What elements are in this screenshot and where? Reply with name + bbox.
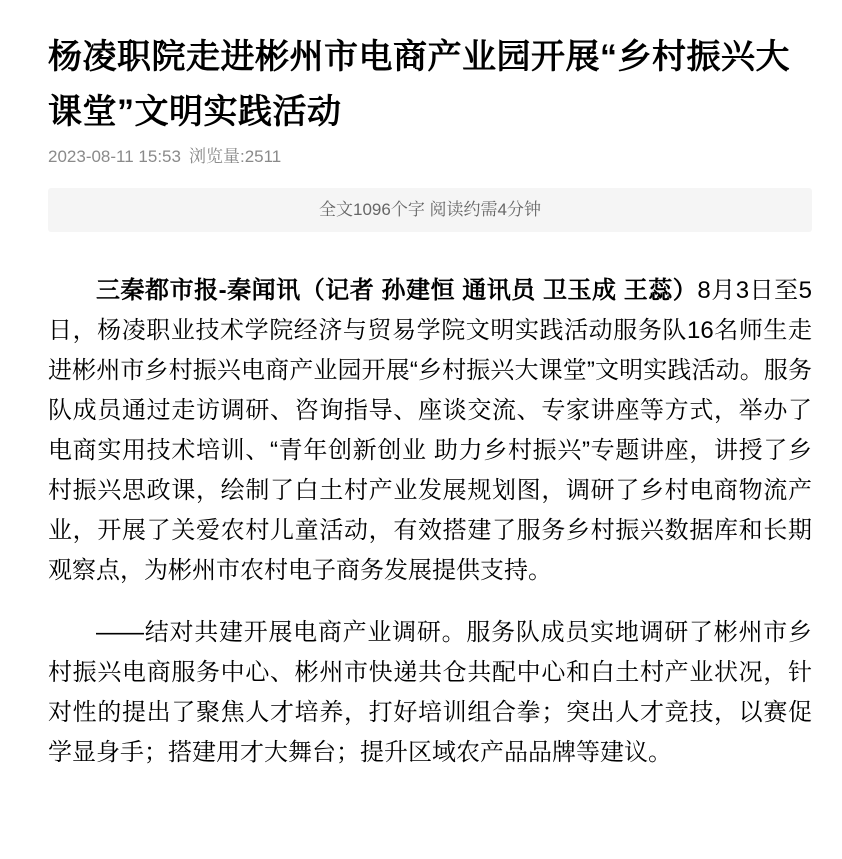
article-body bbox=[48, 271, 812, 773]
paragraph bbox=[48, 271, 812, 591]
article-meta bbox=[48, 148, 812, 165]
paragraph-lead: 三秦都市报-秦闻讯（记者 孙建恒 通讯员 卫玉成 王蕊） bbox=[96, 277, 698, 304]
article-title: 杨凌职院走进彬州市电商产业园开展“乡村振兴大课堂”文明实践活动 bbox=[48, 38, 790, 131]
view-count: 浏览量:2511 bbox=[188, 147, 282, 166]
word-count-label: 全文1096个字 阅读约需4分钟 bbox=[319, 200, 541, 219]
paragraph-text: 8月3日至5日，杨凌职业技术学院经济与贸易学院文明实践活动服务队16名师生走进彬州市乡村振兴电商产业园开展“乡村振兴大课堂”文明实践活动。服务队成员通过走访调研、咨询指导、座谈交流、专家讲座等方式，举办了电商实用技术培训、“青年创新创业 助力乡村振兴”专题讲座，讲授了乡村振兴思政课，绘制了白土村产业发展规划图，调研了乡村电商物流产业，开展了关爱农村儿童活动，有效搭建了服务乡村振兴数据库和长期观察点，为彬州市农村电子商务发展提供支持。 bbox=[48, 277, 812, 584]
paragraph bbox=[48, 613, 812, 773]
publish-date: 2023-08-11 15:53 bbox=[48, 147, 181, 166]
paragraph-text: ——结对共建开展电商产业调研。服务队成员实地调研了彬州市乡村振兴电商服务中心、彬州市快递共仓共配中心和白土村产业状况，针对性的提出了聚焦人才培养，打好培训组合拳；突出人才竞技，以赛促学显身手；搭建用才大舞台；提升区域农产品品牌等建议。 bbox=[48, 619, 812, 766]
word-count-bar bbox=[48, 188, 812, 232]
